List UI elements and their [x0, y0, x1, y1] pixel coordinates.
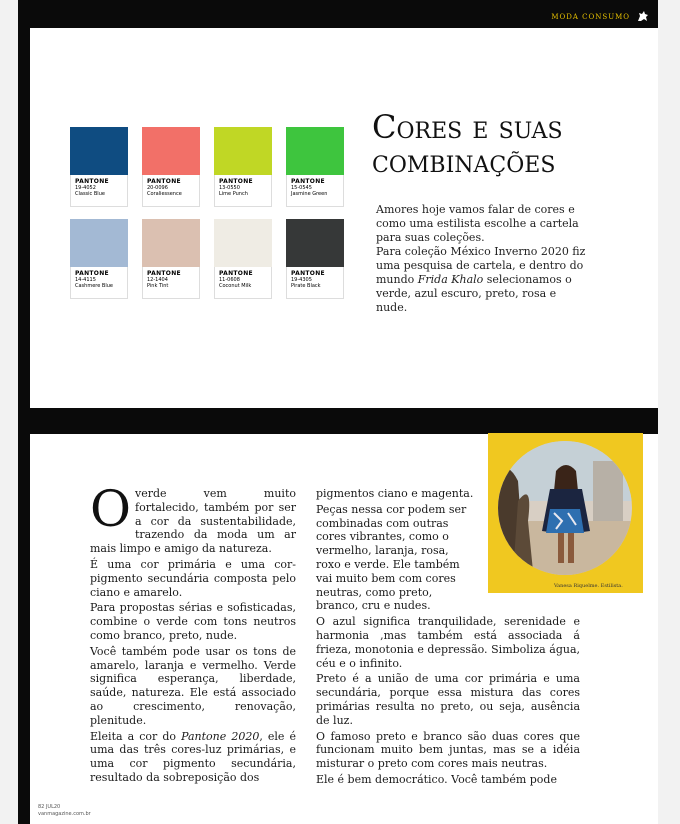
body-column-2 [316, 487, 580, 789]
swatch-label [142, 175, 200, 207]
body-paragraph: Para propostas sérias e sofisticadas, combine o verde com tons neutros como branco, preto, nude. [90, 601, 296, 642]
pantone-swatch [214, 219, 272, 299]
pantone-swatch [214, 127, 272, 207]
swatch-code: 14-4115 [75, 277, 96, 283]
drop-cap: O [90, 480, 131, 538]
swatch-name: Pirate Black [291, 283, 321, 289]
swatch-code: 11-0608 [219, 277, 240, 283]
swatch-chip [142, 127, 200, 175]
pantone-swatch [142, 219, 200, 299]
body-paragraph: Overde vem muito fortalecido, também por ser a cor da sustentabilidade, trazendo da moda um ar mais limpo e amigo da natureza. [90, 480, 296, 556]
swatch-name: Coconut Milk [219, 283, 252, 289]
title-line-1: Cores e suas [372, 108, 563, 146]
swatch-name: Coraliessence [147, 191, 182, 197]
swatch-code: 13-0550 [219, 185, 240, 191]
body-paragraph: Ele é bem democrático. Você também pode [316, 772, 557, 786]
issue-label: 82 JUL20 [38, 804, 61, 810]
swatch-chip [70, 219, 128, 267]
swatch-name: Pink Tint [147, 283, 169, 289]
swatch-label [214, 175, 272, 207]
swatch-brand: PANTONE [75, 270, 109, 277]
swatch-brand: PANTONE [75, 178, 109, 185]
swatch-brand: PANTONE [147, 178, 181, 185]
pantone-swatch [142, 127, 200, 207]
article-title [372, 110, 563, 178]
swatch-brand: PANTONE [219, 178, 253, 185]
swatch-code: 12-1404 [147, 277, 168, 283]
body-paragraph: É uma cor primária e uma cor-pigmento secundária composta pelo ciano e amarelo. [90, 557, 296, 599]
pantone-swatch [286, 127, 344, 207]
intro-paragraph-1: Amores hoje vamos falar de cores e como uma estilista escolhe a cartela para suas coleções. [376, 203, 579, 244]
swatch-brand: PANTONE [219, 270, 253, 277]
swatch-name: Cashmere Blue [75, 283, 113, 289]
article-intro [376, 203, 586, 315]
swatch-chip [214, 127, 272, 175]
swatch-brand: PANTONE [147, 270, 181, 277]
swatch-label [214, 267, 272, 299]
swatch-code: 19-4305 [291, 277, 312, 283]
swatch-name: Lime Punch [219, 191, 248, 197]
swatch-chip [286, 127, 344, 175]
body-paragraph: O azul significa tranquilidade, serenidade e harmonia ,mas também está associada á frieza, monotonia e depressão. Simboliza água, céu e o infinito. [316, 615, 580, 670]
section-label: MODA CONSUMO [551, 13, 630, 21]
title-line-2: combinações [372, 142, 556, 180]
swatch-name: Classic Blue [75, 191, 105, 197]
swatch-chip [214, 219, 272, 267]
body-column-1 [90, 480, 296, 787]
body-paragraph: O famoso preto e branco são duas cores que funcionam muito bem juntas, mas se a idéia misturar o preto com cores mais neutras. [316, 729, 580, 771]
swatch-label [286, 267, 344, 299]
intro-paragraph-2: Para coleção México Inverno 2020 fiz uma pesquisa de cartela, e dentro do mundo Frida Khalo selecionamos o verde, azul escuro, preto, rosa e nude. [376, 245, 586, 314]
body-paragraph: Peças nessa cor podem ser combinadas com outras cores vibrantes, como o vermelho, laranja, rosa, roxo e verde. Ele também vai muito bem com cores neutras, como preto, branco, cru e nudes. [316, 502, 467, 613]
swatch-code: 15-0545 [291, 185, 312, 191]
swatch-code: 20-0096 [147, 185, 168, 191]
swatch-label [70, 267, 128, 299]
swatch-brand: PANTONE [291, 178, 325, 185]
body-paragraph: pigmentos ciano e magenta. [316, 487, 474, 500]
pantone-swatch [70, 127, 128, 207]
divider-bar [18, 408, 658, 434]
swatch-chip [142, 219, 200, 267]
left-bar-bottom [18, 430, 30, 824]
unicorn-icon [636, 9, 650, 23]
pantone-swatch [286, 219, 344, 299]
swatch-name: Jasmine Green [291, 191, 328, 197]
site-url: vanmagazine.com.br [38, 811, 91, 817]
photo-caption: Vanesa Riquelme. Estilista. [554, 583, 623, 589]
swatch-code: 19-4052 [75, 185, 96, 191]
swatch-brand: PANTONE [291, 270, 325, 277]
swatch-label [142, 267, 200, 299]
swatch-chip [286, 219, 344, 267]
left-bar-top [18, 0, 30, 410]
swatch-label [286, 175, 344, 207]
swatch-label [70, 175, 128, 207]
body-paragraph: Preto é a união de uma cor primária e uma secundária, porque essa mistura das cores primárias resulta no preto, ou seja, ausência de luz. [316, 672, 580, 727]
page-footer [38, 804, 91, 818]
body-paragraph: Você também pode usar os tons de amarelo, laranja e vermelho. Verde significa esperança, liberdade, saúde, natureza. Ele está associado ao crescimento, renovação, plenitude. [90, 644, 296, 727]
swatch-chip [70, 127, 128, 175]
pantone-swatch [70, 219, 128, 299]
body-paragraph: Eleita a cor do Pantone 2020, ele é uma das três cores-luz primárias, e uma cor pigmento secundária, resultado da sobreposição dos [90, 729, 296, 784]
